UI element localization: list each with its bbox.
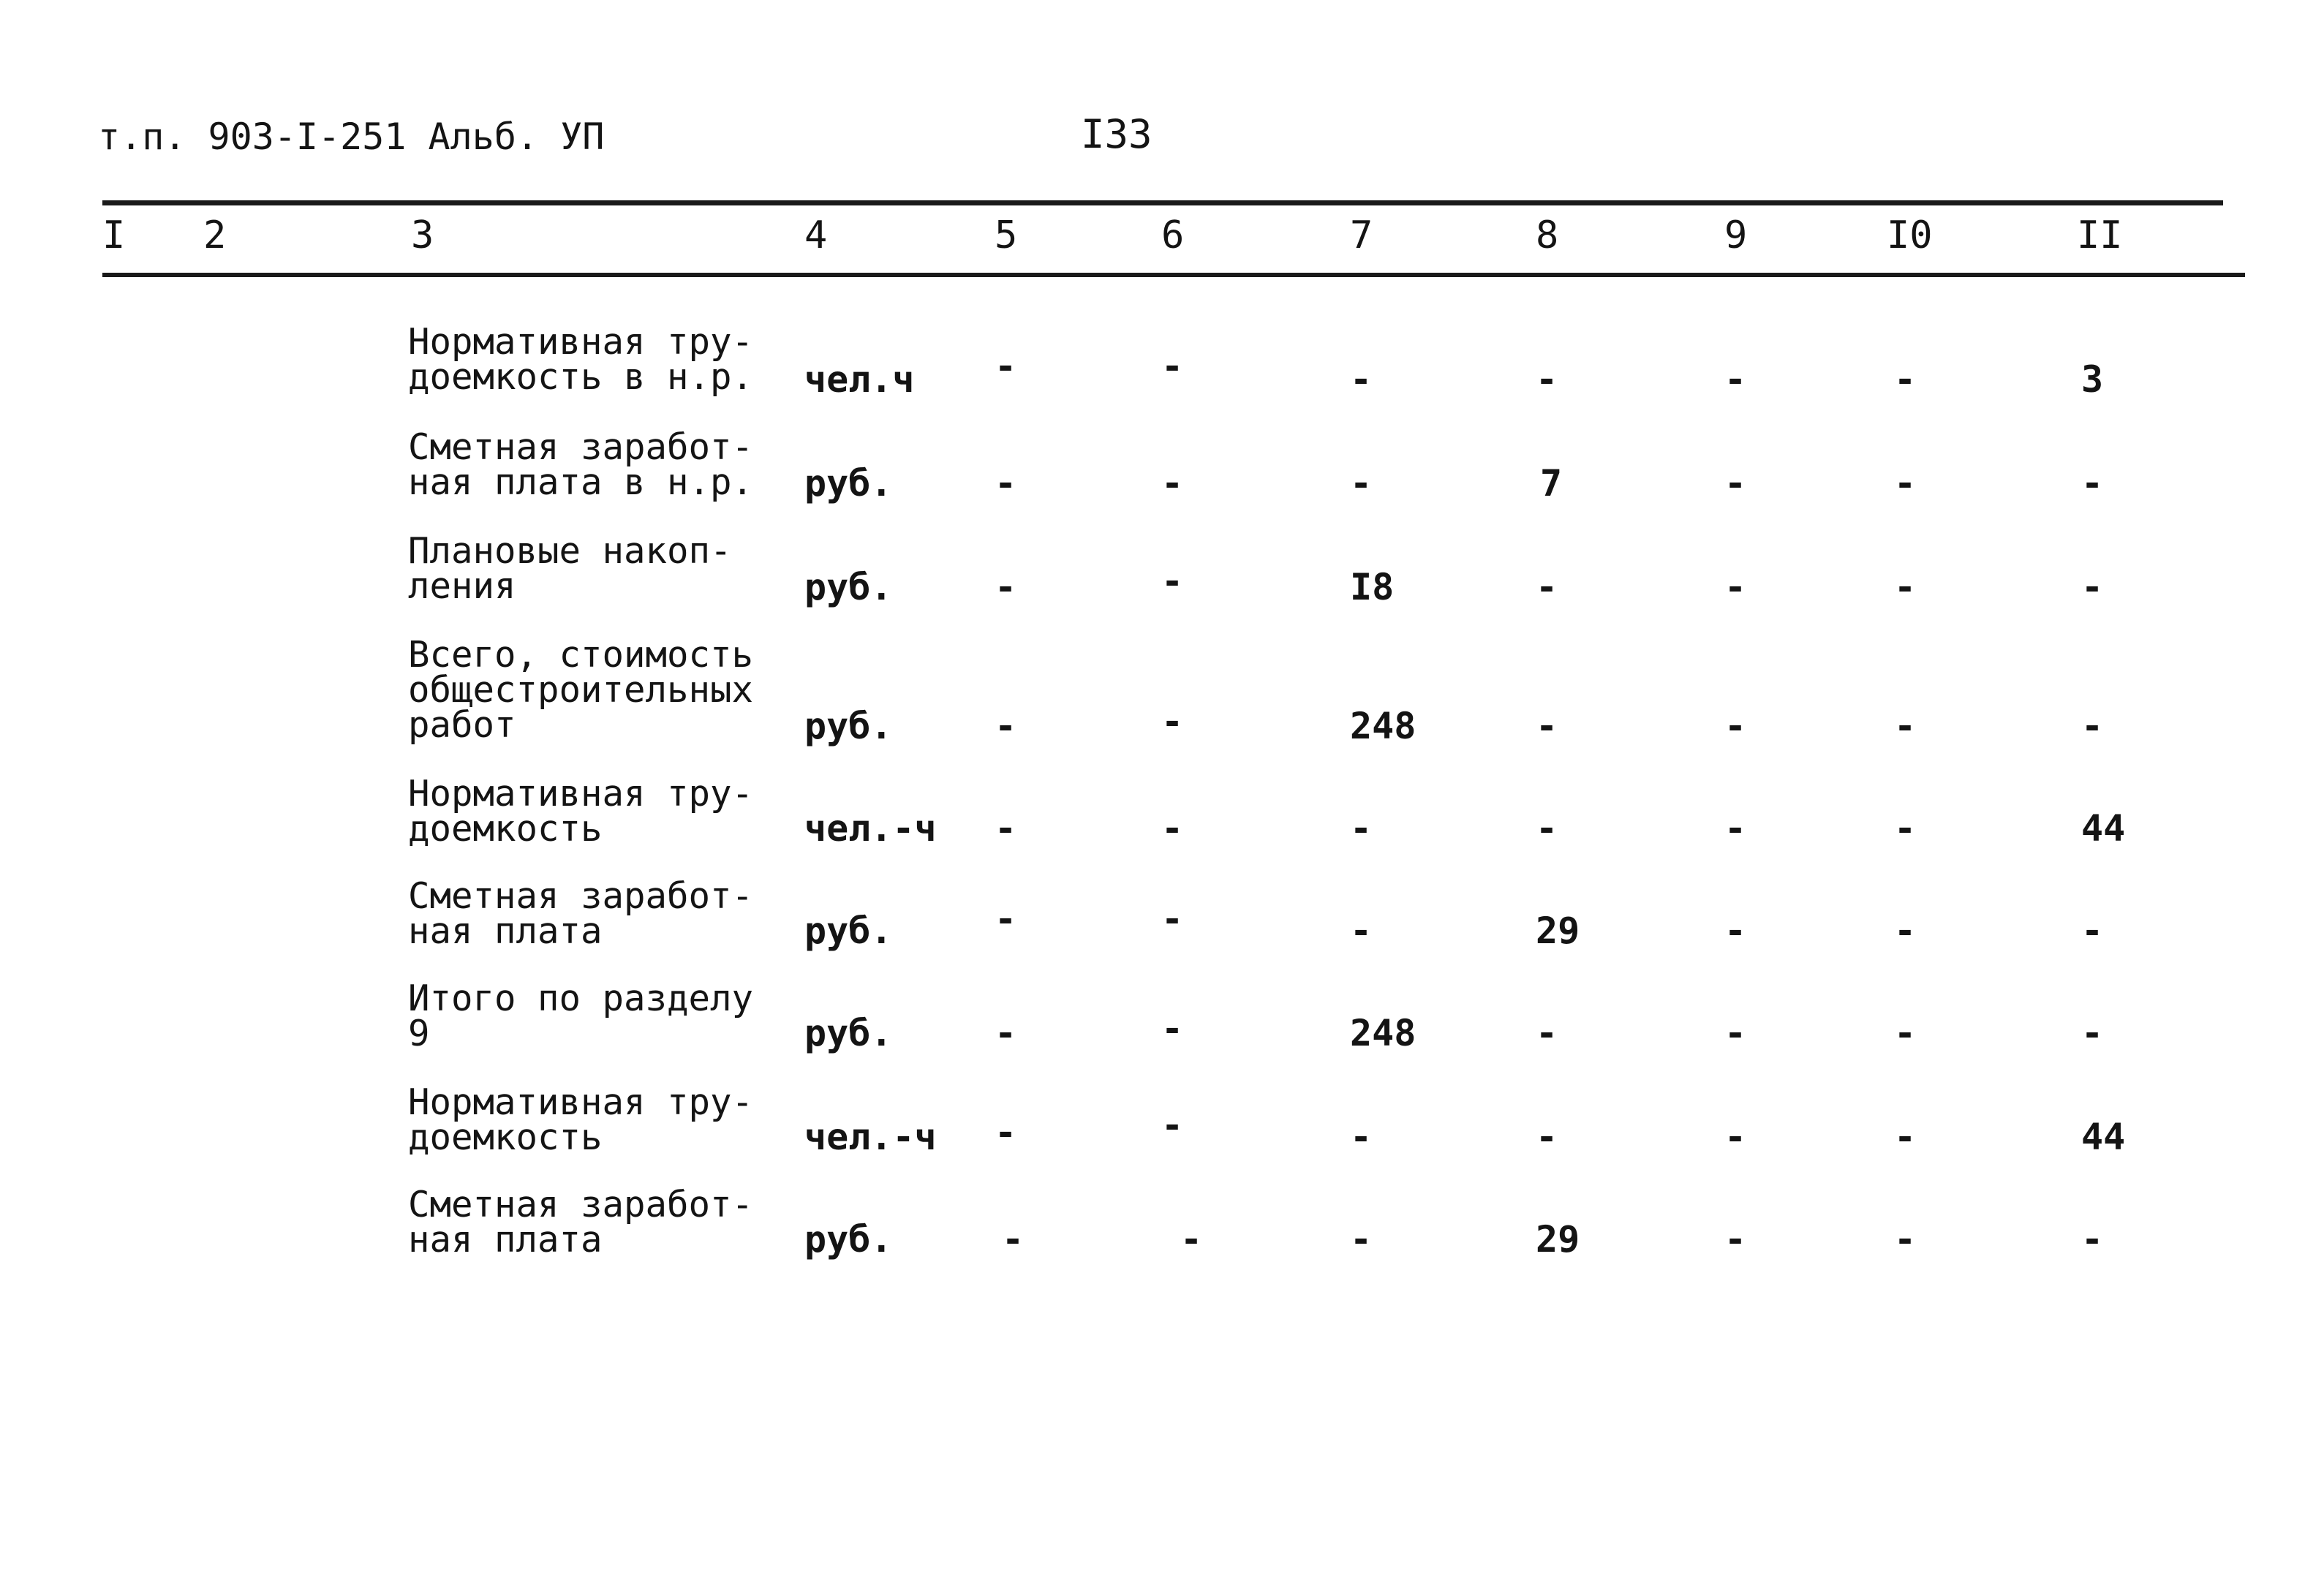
row-unit: чел.ч [804, 358, 915, 401]
row-unit: чел.-ч [804, 807, 937, 850]
cell-col5: - [995, 1111, 1017, 1154]
cell-col11: - [2081, 566, 2104, 608]
cell-col7: - [1350, 1218, 1373, 1261]
cell-col5: - [995, 807, 1017, 850]
page-number: I33 [1081, 111, 1152, 157]
cell-col11: 3 [2081, 358, 2104, 401]
row-unit: руб. [804, 462, 893, 505]
cell-col7: 248 [1350, 705, 1416, 747]
cell-col10: - [1894, 807, 1917, 850]
cell-col8: - [1536, 807, 1558, 850]
row-description: Итого по разделу 9 [408, 978, 754, 1054]
cell-col9: - [1724, 566, 1747, 608]
cell-col10: - [1894, 705, 1917, 747]
cell-col5: - [1002, 1218, 1025, 1261]
cell-col9: - [1724, 462, 1747, 505]
cell-col10: - [1894, 358, 1917, 401]
cell-col5: - [995, 1012, 1017, 1054]
cell-col11: - [2081, 1218, 2104, 1261]
cell-col6: - [1161, 1104, 1184, 1146]
cell-col5: - [995, 705, 1017, 747]
row-description: Нормативная тру- доемкость в н.р. [408, 321, 754, 398]
cell-col11: - [2081, 462, 2104, 505]
column-number: I0 [1887, 213, 1933, 257]
row-unit: чел.-ч [804, 1116, 937, 1158]
cell-col11: 44 [2081, 1116, 2126, 1158]
cell-col7: - [1350, 358, 1373, 401]
cell-col11: - [2081, 705, 2104, 747]
document-reference: т.п. 903-I-251 Альб. УП [98, 116, 605, 158]
cell-col6: - [1161, 462, 1184, 505]
row-description: Сметная заработ- ная плата [408, 875, 754, 952]
column-number: 7 [1350, 213, 1373, 257]
table-header-rule [102, 273, 2245, 277]
row-unit: руб. [804, 705, 893, 747]
row-description: Нормативная тру- доемкость [408, 773, 754, 850]
row-unit: руб. [804, 1218, 893, 1261]
cell-col10: - [1894, 1012, 1917, 1054]
cell-col5: - [995, 345, 1017, 388]
column-number: 8 [1536, 213, 1559, 257]
cell-col10: - [1894, 1116, 1917, 1158]
row-unit: руб. [804, 1012, 893, 1054]
cell-col9: - [1724, 1218, 1747, 1261]
cell-col7: I8 [1350, 566, 1395, 608]
cell-col8: - [1536, 705, 1558, 747]
row-unit: руб. [804, 566, 893, 608]
row-description: Сметная заработ- ная плата в н.р. [408, 426, 754, 503]
cell-col8: 29 [1536, 1218, 1580, 1261]
table-top-rule [102, 200, 2223, 205]
cell-col8: 7 [1540, 462, 1563, 505]
cell-col11: - [2081, 1012, 2104, 1054]
row-description: Нормативная тру- доемкость [408, 1081, 754, 1158]
column-number: 6 [1161, 213, 1185, 257]
cell-col10: - [1894, 566, 1917, 608]
cell-col11: - [2081, 910, 2104, 952]
cell-col9: - [1724, 910, 1747, 952]
cell-col7: - [1350, 807, 1373, 850]
cell-col8: - [1536, 566, 1558, 608]
cell-col6: - [1180, 1218, 1203, 1261]
column-number: 3 [411, 213, 434, 257]
cell-col10: - [1894, 462, 1917, 505]
cell-col7: - [1350, 1116, 1373, 1158]
cell-col7: - [1350, 910, 1373, 952]
cell-col7: 248 [1350, 1012, 1416, 1054]
column-number: 5 [995, 213, 1018, 257]
cell-col8: 29 [1536, 910, 1580, 952]
cell-col8: - [1536, 1012, 1558, 1054]
cell-col8: - [1536, 358, 1558, 401]
cell-col9: - [1724, 705, 1747, 747]
column-number: 9 [1724, 213, 1748, 257]
cell-col7: - [1350, 462, 1373, 505]
cell-col6: - [1161, 700, 1184, 743]
cell-col9: - [1724, 358, 1747, 401]
cell-col6: - [1161, 1008, 1184, 1050]
row-description: Сметная заработ- ная плата [408, 1184, 754, 1261]
cell-col5: - [995, 566, 1017, 608]
cell-col10: - [1894, 910, 1917, 952]
column-number: 2 [203, 213, 227, 257]
cell-col9: - [1724, 1012, 1747, 1054]
cell-col8: - [1536, 1116, 1558, 1158]
column-number: II [2077, 213, 2123, 257]
cell-col6: - [1161, 560, 1184, 602]
cell-col5: - [995, 898, 1017, 940]
cell-col6: - [1161, 898, 1184, 940]
column-number: I [102, 213, 126, 257]
column-number: 4 [804, 213, 828, 257]
cell-col9: - [1724, 1116, 1747, 1158]
cell-col9: - [1724, 807, 1747, 850]
cell-col5: - [995, 462, 1017, 505]
cell-col10: - [1894, 1218, 1917, 1261]
cell-col11: 44 [2081, 807, 2126, 850]
row-description: Плановые накоп- ления [408, 530, 732, 607]
cell-col6: - [1161, 807, 1184, 850]
cell-col6: - [1161, 345, 1184, 388]
row-description: Всего, стоимость общестроительных работ [408, 634, 754, 746]
row-unit: руб. [804, 910, 893, 952]
